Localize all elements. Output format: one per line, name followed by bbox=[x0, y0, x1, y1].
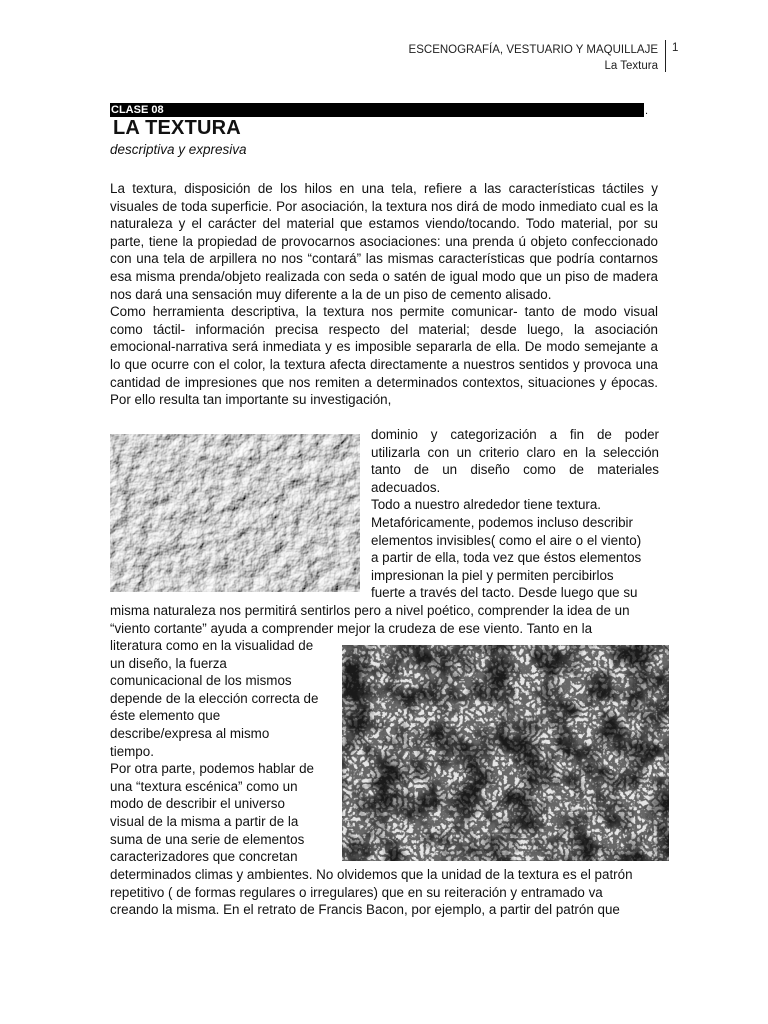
text-line: Por otra parte, podemos hablar de bbox=[110, 761, 314, 777]
wrap-right-column bbox=[371, 426, 659, 602]
full-width-text-middle bbox=[110, 602, 658, 637]
text-line: misma naturaleza nos permitirá sentirlos pero a nivel poético, comprender la idea de un bbox=[110, 603, 630, 618]
text-line: tiempo. bbox=[110, 743, 154, 759]
class-banner-dot: . bbox=[645, 105, 649, 117]
text-line: un diseño, la fuerza bbox=[110, 655, 227, 671]
class-banner bbox=[110, 103, 644, 117]
text-line: repetitivo ( de formas regulares o irregulares) que en su reiteración y entramado va bbox=[110, 884, 603, 900]
text-line: utilizarla con un criterio claro en la selección bbox=[371, 444, 659, 460]
text-line: éste elemento que bbox=[110, 708, 221, 724]
text-line: “viento cortante” ayuda a comprender mejor la crudeza de ese viento. Tanto en la bbox=[110, 620, 593, 636]
crumpled-foil-texture-photo bbox=[110, 434, 360, 592]
full-width-text-bottom bbox=[110, 866, 658, 919]
rough-stone-texture-photo bbox=[342, 645, 669, 861]
text-line: comunicacional de los mismos bbox=[110, 673, 292, 689]
running-header bbox=[409, 42, 658, 74]
text-line: creando la misma. En el retrato de Francis Bacon, por ejemplo, a partir del patrón que bbox=[110, 902, 620, 918]
text-line: depende de la elección correcta de bbox=[110, 690, 319, 706]
text-line: dominio y categorización a fin de poder bbox=[371, 427, 659, 442]
wrap-left-column bbox=[110, 637, 335, 866]
class-label: CLASE 08 bbox=[111, 104, 164, 116]
page-subtitle: descriptiva y expresiva bbox=[110, 142, 247, 157]
text-line: determinados climas y ambientes. No olvidemos que la unidad de la textura es el patrón bbox=[110, 867, 633, 882]
page-number: 1 bbox=[672, 42, 679, 54]
header-divider bbox=[665, 40, 666, 72]
text-line: describe/expresa al mismo bbox=[110, 725, 270, 741]
text-line: modo de describir el universo bbox=[110, 796, 285, 812]
text-line: fuerte a través del tacto. Desde luego que su bbox=[371, 585, 638, 601]
text-line: adecuados. bbox=[371, 479, 441, 495]
text-line: impresionan la piel y permiten percibirlos bbox=[371, 567, 614, 583]
text-line: visual de la misma a partir de la bbox=[110, 813, 299, 829]
text-line: Todo a nuestro alrededor tiene textura. bbox=[371, 497, 602, 513]
paragraph-1: La textura, disposición de los hilos en una tela, refiere a las características táctiles y visuales de toda superficie. Por asociación, la textura nos dirá de modo inmediato cual es la naturaleza y el carácter del material que estamos viendo/tocando. Todo material, por su parte, tiene la propiedad de provocarnos asociaciones: una prenda ú objeto confeccionado con una tela de arpillera no nos “contará” las mismas características que podría contarnos esa misma prenda/objeto realizada con seda o satén de igual modo que un piso de madera nos dará una sensación muy diferente a la de un piso de cemento alisado. bbox=[110, 181, 658, 302]
text-line: a partir de ella, toda vez que éstos elementos bbox=[371, 550, 642, 566]
text-line: tanto de un diseño como de materiales bbox=[371, 462, 659, 478]
text-line: una “textura escénica” como un bbox=[110, 778, 298, 794]
text-line: Metafóricamente, podemos incluso describir bbox=[371, 514, 633, 530]
course-name: ESCENOGRAFÍA, VESTUARIO Y MAQUILLAJE bbox=[408, 44, 658, 56]
text-line: literatura como en la visualidad de bbox=[110, 638, 314, 653]
body-text bbox=[110, 180, 658, 409]
topic-name: La Textura bbox=[604, 60, 658, 72]
text-line: caracterizadores que concretan bbox=[110, 849, 298, 865]
text-line: suma de una serie de elementos bbox=[110, 831, 305, 847]
text-line: elementos invisibles( como el aire o el viento) bbox=[371, 532, 642, 548]
page-title: LA TEXTURA bbox=[113, 117, 241, 139]
paragraph-2: Como herramienta descriptiva, la textura nos permite comunicar- tanto de modo visual como táctil- información precisa respecto del material; desde luego, la asociación emocional-narrativa será inmediata y es imposible separarla de ella. De modo semejante a lo que ocurre con el color, la textura afecta directamente a nuestros sentidos y provoca una cantidad de impresiones que nos remiten a determinados contextos, situaciones y épocas. Por ello resulta tan importante su investigación, bbox=[110, 304, 658, 408]
